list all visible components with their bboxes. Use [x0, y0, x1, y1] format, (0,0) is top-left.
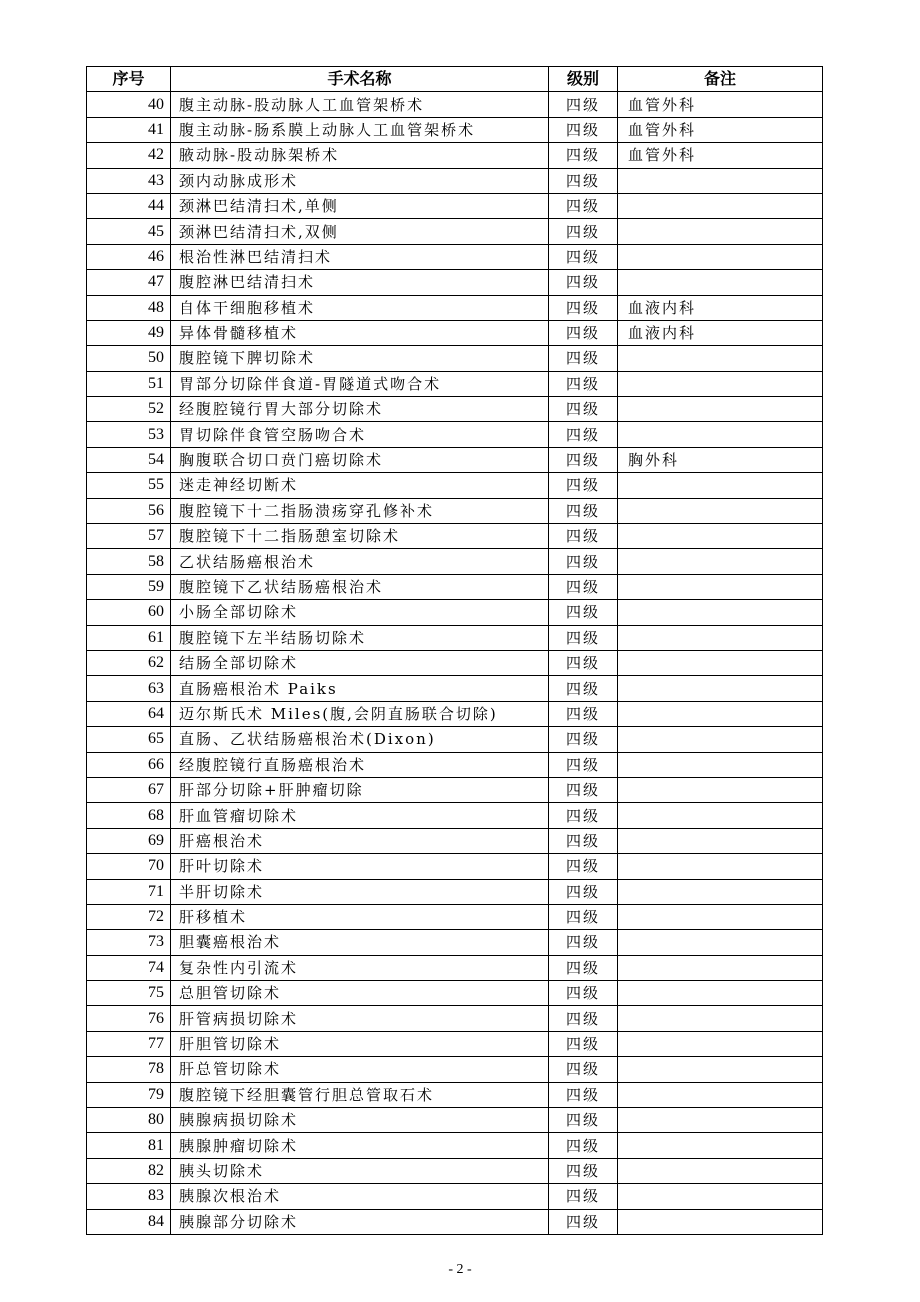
surgery-note: [618, 422, 823, 447]
table-row: [87, 1158, 823, 1183]
surgery-name: 胃切除伴食管空肠吻合术: [171, 422, 549, 447]
table-row: [87, 854, 823, 879]
surgery-level: 四级: [549, 1006, 618, 1031]
row-number: 77: [87, 1031, 171, 1056]
surgery-note: [618, 803, 823, 828]
row-number: 71: [87, 879, 171, 904]
surgery-level: 四级: [549, 270, 618, 295]
surgery-note: 血液内科: [618, 320, 823, 345]
surgery-level: 四级: [549, 397, 618, 422]
table-row: [87, 473, 823, 498]
row-number: 57: [87, 524, 171, 549]
surgery-name: 肝胆管切除术: [171, 1031, 549, 1056]
surgery-name: 小肠全部切除术: [171, 600, 549, 625]
row-number: 58: [87, 549, 171, 574]
surgery-note: [618, 1133, 823, 1158]
surgery-level: 四级: [549, 295, 618, 320]
table-row: [87, 727, 823, 752]
surgery-note: [618, 473, 823, 498]
table-row: [87, 1082, 823, 1107]
surgery-note: [618, 219, 823, 244]
surgery-name: 复杂性内引流术: [171, 955, 549, 980]
surgery-note: [618, 1082, 823, 1107]
surgery-level: 四级: [549, 1209, 618, 1234]
surgery-level: 四级: [549, 1158, 618, 1183]
page-number: - 2 -: [448, 1262, 472, 1277]
surgery-note: [618, 1209, 823, 1234]
surgery-name: 迷走神经切断术: [171, 473, 549, 498]
surgery-note: [618, 549, 823, 574]
table-row: [87, 346, 823, 371]
surgery-name: 胸腹联合切口贲门癌切除术: [171, 447, 549, 472]
row-number: 51: [87, 371, 171, 396]
table-header-row: [87, 67, 823, 92]
surgery-level: 四级: [549, 625, 618, 650]
surgery-note: [618, 524, 823, 549]
surgery-name: 腹腔镜下十二指肠憩室切除术: [171, 524, 549, 549]
table-row: [87, 371, 823, 396]
surgery-level: 四级: [549, 549, 618, 574]
surgery-note: 血液内科: [618, 295, 823, 320]
row-number: 84: [87, 1209, 171, 1234]
surgery-level: 四级: [549, 879, 618, 904]
surgery-level: 四级: [549, 1031, 618, 1056]
surgery-name: 肝移植术: [171, 904, 549, 929]
row-number: 64: [87, 701, 171, 726]
surgery-note: [618, 244, 823, 269]
surgery-level: 四级: [549, 828, 618, 853]
table-row: [87, 625, 823, 650]
row-number: 42: [87, 143, 171, 168]
surgery-name: 肝叶切除术: [171, 854, 549, 879]
row-number: 70: [87, 854, 171, 879]
surgery-note: [618, 1158, 823, 1183]
row-number: 53: [87, 422, 171, 447]
row-number: 69: [87, 828, 171, 853]
surgery-level: 四级: [549, 904, 618, 929]
table-row: [87, 1209, 823, 1234]
table-row: [87, 498, 823, 523]
surgery-level: 四级: [549, 676, 618, 701]
surgery-note: [618, 1184, 823, 1209]
header-name: 手术名称: [171, 67, 549, 92]
table-row: [87, 422, 823, 447]
surgery-note: [618, 777, 823, 802]
row-number: 52: [87, 397, 171, 422]
row-number: 65: [87, 727, 171, 752]
surgery-name: 直肠、乙状结肠癌根治术(Dixon): [171, 727, 549, 752]
surgery-name: 半肝切除术: [171, 879, 549, 904]
surgery-name: 颈淋巴结清扫术,双侧: [171, 219, 549, 244]
surgery-note: [618, 752, 823, 777]
table-row: [87, 295, 823, 320]
table-row: [87, 1006, 823, 1031]
surgery-level: 四级: [549, 219, 618, 244]
surgery-level: 四级: [549, 930, 618, 955]
surgery-level: 四级: [549, 320, 618, 345]
table-row: [87, 92, 823, 117]
row-number: 43: [87, 168, 171, 193]
surgery-name: 腹腔镜下经胆囊管行胆总管取石术: [171, 1082, 549, 1107]
table-row: [87, 524, 823, 549]
surgery-note: 血管外科: [618, 92, 823, 117]
surgery-note: [618, 1108, 823, 1133]
row-number: 47: [87, 270, 171, 295]
surgery-level: 四级: [549, 955, 618, 980]
surgery-level: 四级: [549, 117, 618, 142]
surgery-level: 四级: [549, 1108, 618, 1133]
surgery-note: [618, 193, 823, 218]
row-number: 66: [87, 752, 171, 777]
surgery-name: 肝血管瘤切除术: [171, 803, 549, 828]
surgery-name: 肝部分切除+肝肿瘤切除: [171, 777, 549, 802]
surgery-note: [618, 346, 823, 371]
surgery-name: 肝管病损切除术: [171, 1006, 549, 1031]
surgery-level: 四级: [549, 498, 618, 523]
table-row: [87, 1031, 823, 1056]
table-row: [87, 803, 823, 828]
surgery-note: [618, 625, 823, 650]
table-row: [87, 397, 823, 422]
surgery-level: 四级: [549, 1057, 618, 1082]
surgery-name: 颈内动脉成形术: [171, 168, 549, 193]
row-number: 61: [87, 625, 171, 650]
surgery-name: 经腹腔镜行胃大部分切除术: [171, 397, 549, 422]
row-number: 79: [87, 1082, 171, 1107]
surgery-level: 四级: [549, 854, 618, 879]
surgery-note: [618, 600, 823, 625]
surgery-note: [618, 930, 823, 955]
row-number: 50: [87, 346, 171, 371]
surgery-level: 四级: [549, 574, 618, 599]
surgery-name: 结肠全部切除术: [171, 650, 549, 675]
surgery-level: 四级: [549, 1133, 618, 1158]
row-number: 60: [87, 600, 171, 625]
surgery-name: 腹腔镜下左半结肠切除术: [171, 625, 549, 650]
table-row: [87, 1108, 823, 1133]
surgery-level: 四级: [549, 600, 618, 625]
surgery-name: 腹腔镜下脾切除术: [171, 346, 549, 371]
table-row: [87, 701, 823, 726]
surgery-level: 四级: [549, 1082, 618, 1107]
row-number: 41: [87, 117, 171, 142]
table-row: [87, 752, 823, 777]
surgery-note: [618, 1006, 823, 1031]
table-row: [87, 879, 823, 904]
row-number: 44: [87, 193, 171, 218]
surgery-level: 四级: [549, 524, 618, 549]
surgery-name: 迈尔斯氏术 Miles(腹,会阴直肠联合切除): [171, 701, 549, 726]
table-row: [87, 574, 823, 599]
surgery-name: 肝总管切除术: [171, 1057, 549, 1082]
surgery-name: 乙状结肠癌根治术: [171, 549, 549, 574]
surgery-note: [618, 168, 823, 193]
table-row: [87, 270, 823, 295]
surgery-name: 异体骨髓移植术: [171, 320, 549, 345]
surgery-level: 四级: [549, 752, 618, 777]
surgery-table: [86, 66, 823, 1235]
surgery-name: 直肠癌根治术 Paiks: [171, 676, 549, 701]
surgery-name: 胰头切除术: [171, 1158, 549, 1183]
row-number: 74: [87, 955, 171, 980]
surgery-name: 自体干细胞移植术: [171, 295, 549, 320]
surgery-level: 四级: [549, 1184, 618, 1209]
row-number: 46: [87, 244, 171, 269]
row-number: 49: [87, 320, 171, 345]
header-note: 备注: [618, 67, 823, 92]
surgery-name: 腹主动脉-股动脉人工血管架桥术: [171, 92, 549, 117]
table-row: [87, 955, 823, 980]
table-row: [87, 930, 823, 955]
surgery-name: 胰腺部分切除术: [171, 1209, 549, 1234]
surgery-note: [618, 879, 823, 904]
surgery-note: [618, 955, 823, 980]
table-row: [87, 219, 823, 244]
surgery-level: 四级: [549, 143, 618, 168]
surgery-level: 四级: [549, 473, 618, 498]
row-number: 81: [87, 1133, 171, 1158]
table-row: [87, 777, 823, 802]
surgery-name: 根治性淋巴结清扫术: [171, 244, 549, 269]
row-number: 83: [87, 1184, 171, 1209]
row-number: 68: [87, 803, 171, 828]
surgery-note: [618, 981, 823, 1006]
row-number: 72: [87, 904, 171, 929]
surgery-note: [618, 701, 823, 726]
row-number: 76: [87, 1006, 171, 1031]
table-row: [87, 143, 823, 168]
surgery-name: 经腹腔镜行直肠癌根治术: [171, 752, 549, 777]
row-number: 75: [87, 981, 171, 1006]
row-number: 54: [87, 447, 171, 472]
row-number: 73: [87, 930, 171, 955]
surgery-level: 四级: [549, 193, 618, 218]
surgery-level: 四级: [549, 650, 618, 675]
surgery-name: 总胆管切除术: [171, 981, 549, 1006]
table-row: [87, 650, 823, 675]
surgery-note: [618, 676, 823, 701]
table-row: [87, 549, 823, 574]
table-row: [87, 600, 823, 625]
surgery-note: [618, 371, 823, 396]
surgery-note: [618, 854, 823, 879]
row-number: 45: [87, 219, 171, 244]
surgery-name: 胰腺病损切除术: [171, 1108, 549, 1133]
surgery-note: [618, 574, 823, 599]
row-number: 40: [87, 92, 171, 117]
table-row: [87, 117, 823, 142]
row-number: 55: [87, 473, 171, 498]
row-number: 62: [87, 650, 171, 675]
surgery-note: [618, 270, 823, 295]
surgery-note: [618, 904, 823, 929]
surgery-name: 腹主动脉-肠系膜上动脉人工血管架桥术: [171, 117, 549, 142]
surgery-level: 四级: [549, 701, 618, 726]
header-no: 序号: [87, 67, 171, 92]
row-number: 78: [87, 1057, 171, 1082]
table-row: [87, 244, 823, 269]
table-row: [87, 828, 823, 853]
table-row: [87, 1133, 823, 1158]
table-row: [87, 193, 823, 218]
surgery-level: 四级: [549, 371, 618, 396]
table-row: [87, 320, 823, 345]
surgery-level: 四级: [549, 447, 618, 472]
surgery-name: 胆囊癌根治术: [171, 930, 549, 955]
surgery-note: [618, 498, 823, 523]
row-number: 56: [87, 498, 171, 523]
row-number: 82: [87, 1158, 171, 1183]
surgery-level: 四级: [549, 346, 618, 371]
surgery-note: [618, 650, 823, 675]
surgery-name: 胰腺次根治术: [171, 1184, 549, 1209]
surgery-name: 腋动脉-股动脉架桥术: [171, 143, 549, 168]
surgery-name: 腹腔淋巴结清扫术: [171, 270, 549, 295]
surgery-name: 肝癌根治术: [171, 828, 549, 853]
row-number: 80: [87, 1108, 171, 1133]
surgery-level: 四级: [549, 777, 618, 802]
table-row: [87, 1057, 823, 1082]
table-row: [87, 981, 823, 1006]
surgery-note: [618, 1057, 823, 1082]
table-row: [87, 676, 823, 701]
row-number: 48: [87, 295, 171, 320]
row-number: 59: [87, 574, 171, 599]
surgery-name: 颈淋巴结清扫术,单侧: [171, 193, 549, 218]
surgery-name: 胃部分切除伴食道-胃隧道式吻合术: [171, 371, 549, 396]
header-level: 级别: [549, 67, 618, 92]
surgery-level: 四级: [549, 803, 618, 828]
surgery-name: 胰腺肿瘤切除术: [171, 1133, 549, 1158]
table-row: [87, 904, 823, 929]
surgery-level: 四级: [549, 168, 618, 193]
table-body: [87, 92, 823, 1235]
surgery-note: 胸外科: [618, 447, 823, 472]
surgery-level: 四级: [549, 981, 618, 1006]
surgery-note: [618, 727, 823, 752]
surgery-note: [618, 1031, 823, 1056]
surgery-name: 腹腔镜下十二指肠溃疡穿孔修补术: [171, 498, 549, 523]
surgery-level: 四级: [549, 244, 618, 269]
row-number: 63: [87, 676, 171, 701]
surgery-name: 腹腔镜下乙状结肠癌根治术: [171, 574, 549, 599]
surgery-level: 四级: [549, 727, 618, 752]
surgery-note: 血管外科: [618, 117, 823, 142]
table-row: [87, 1184, 823, 1209]
surgery-level: 四级: [549, 92, 618, 117]
table-row: [87, 168, 823, 193]
row-number: 67: [87, 777, 171, 802]
surgery-note: [618, 828, 823, 853]
surgery-level: 四级: [549, 422, 618, 447]
surgery-note: [618, 397, 823, 422]
surgery-note: 血管外科: [618, 143, 823, 168]
table-row: [87, 447, 823, 472]
